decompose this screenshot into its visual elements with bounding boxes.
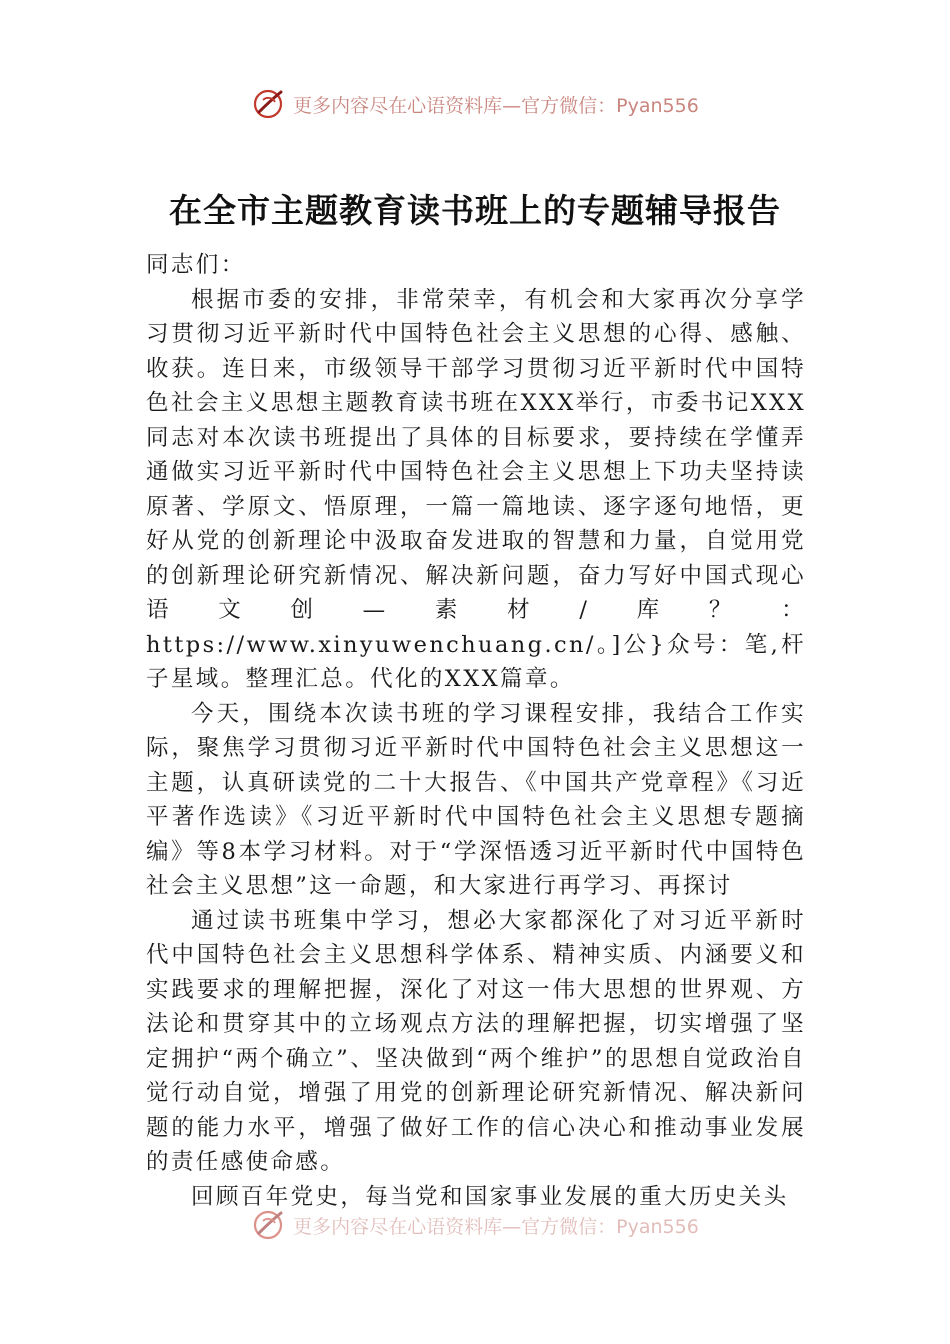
paragraph: 今天，围绕本次读书班的学习课程安排，我结合工作实际，聚焦学习贯彻习近平新时代中国特色社会主义思想这一主题，认真研读党的二十大报告、《中国共产党章程》《习近平著作选读》《习近平新时代中国特色社会主义思想专题摘编》等8本学习材料。对于“学深悟透习近平新时代中国特色社会主义思想”这一命题，和大家进行再学习、再探讨 [146,700,806,899]
watermark-text: 更多内容尽在心语资料库—官方微信：Pyan556 [293,94,699,117]
watermark-footer [0,1207,950,1243]
paragraph: 通过读书班集中学习，想必大家都深化了对习近平新时代中国特色社会主义思想科学体系、精神实质、内涵要义和实践要求的理解把握，深化了对这一伟大思想的世界观、方法论和贯穿其中的立场观点方法的理解把握，切实增强了坚定拥护“两个确立”、坚决做到“两个维护”的思想自觉政治自觉行动自觉，增强了用党的创新理论研究新情况、解决新问题的能力水平，增强了做好工作的信心决心和推动事业发展的责任感使命感。 [146,907,806,1175]
paragraph: 根据市委的安排，非常荣幸，有机会和大家再次分享学习贯彻习近平新时代中国特色社会主义思想的心得、感触、收获。连日来，市级领导干部学习贯彻习近平新时代中国特色社会主义思想主题教育读书班在XXX举行，市委书记XXX同志对本次读书班提出了具体的目标要求，要持续在学懂弄通做实习近平新时代中国特色社会主义思想上下功夫坚持读原著、学原文、悟原理，一篇一篇地读、逐字逐句地悟，更好从党的创新理论中汲取奋发进取的智慧和力量，自觉用党的创新理论研究新情况、解决新问题，奋力写好中国式现心语文创—素材/库？：https://www.xinyuwenchuang.cn/。]公}众号：笔,杆子星域。整理汇总。代化的XXX篇章。 [146,286,806,692]
document-title: 在全市主题教育读书班上的专题辅导报告 [169,191,781,230]
brand-logo-icon [251,86,287,122]
paragraph: 回顾百年党史，每当党和国家事业发展的重大历史关头 [191,1183,789,1210]
brand-logo-icon [251,1207,287,1243]
watermark-text: 更多内容尽在心语资料库—官方微信：Pyan556 [293,1215,699,1238]
document-body [146,248,806,1214]
greeting: 同志们： [146,252,246,278]
watermark-header [0,86,950,122]
